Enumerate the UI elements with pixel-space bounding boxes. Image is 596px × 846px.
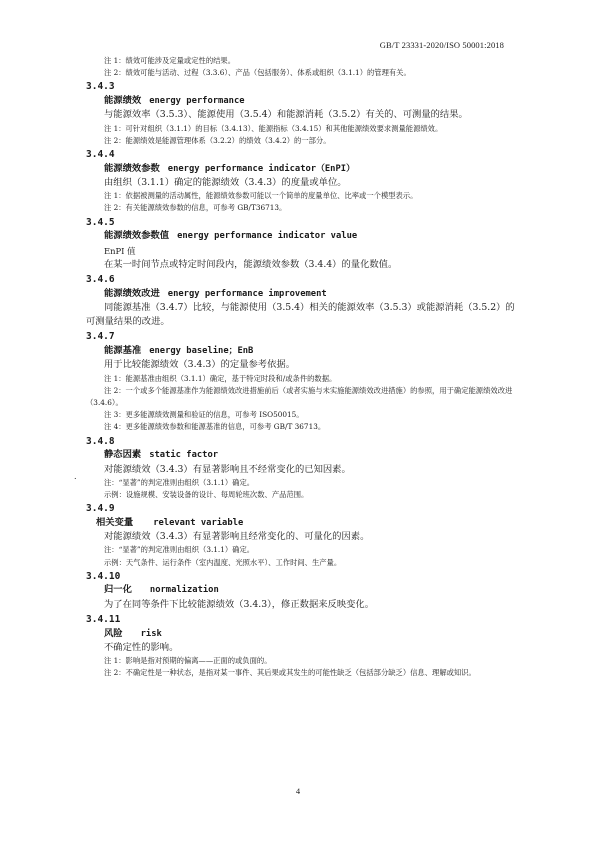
entry-number: 3.4.9 [86,503,115,515]
term-entry-3-4-8 [86,435,521,502]
term-heading [86,94,521,109]
definition: 为了在同等条件下比较能源绩效（3.4.3），修正数据来反映变化。 [104,598,375,610]
term-heading [86,287,521,302]
term-heading [86,583,521,598]
term-heading [86,516,521,531]
definition: 对能源绩效（3.4.3）有显著影响且不经常变化的已知因素。 [104,463,351,475]
term-heading [86,162,521,177]
term-heading [86,344,521,359]
term-zh: 能源基准 [104,344,142,356]
term-en: risk [140,628,162,639]
entry-number: 3.4.3 [86,81,115,93]
definition: 不确定性的影响。 [104,642,179,654]
term-zh: 能源绩效参数值 [104,230,170,242]
definition: 由组织（3.1.1）确定的能源绩效（3.4.3）的度量或单位。 [104,177,347,189]
term-entry-3-4-10 [86,570,521,612]
term-en: relevant variable [153,517,244,528]
term-zh: 相关变量 [96,516,134,528]
note: 注 1：依据被测量的活动属性，能源绩效参数可能以一个简单的度量单位、比率或一个模型表示。 [104,191,418,201]
term-heading [86,229,521,244]
page-number: 4 [295,786,301,796]
term-zh: 归一化 [104,584,132,596]
note: 注 1：可针对组织（3.1.1）的目标（3.4.13）、能源指标（3.4.15）和其他能源绩效要求测量能源绩效。 [104,123,443,133]
note: 注：“显著”的判定准则由组织（3.1.1）确定。 [104,477,255,487]
note: 注 2：绩效可能与活动、过程（3.3.6）、产品（包括服务）、体系或组织（3.1.1）的管理有关。 [104,68,411,78]
term-zh: 静态因素 [104,449,142,461]
term-entry-3-4-4 [86,148,521,215]
note: 注 2：有关能源绩效参数的信息，可参考 GB/T36713。 [104,203,287,213]
entry-number: 3.4.7 [86,331,115,343]
term-en: energy performance [149,95,245,106]
definition: 用于比较能源绩效（3.4.3）的定量参考依据。 [104,359,295,371]
entry-number: 3.4.11 [86,614,121,626]
term-zh: 能源绩效参数 [104,162,160,174]
term-heading [86,448,521,463]
definition: 在某一时间节点或特定时间段内，能源绩效参数（3.4.4）的量化数值。 [104,258,398,270]
note: 注 2：不确定性是一种状态，是指对某一事件、其后果或其发生的可能性缺乏（包括部分缺乏）信息、理解或知识。 [104,668,476,678]
term-entry-3-4-7 [86,330,521,433]
term-en: normalization [149,585,219,596]
term-heading [86,627,521,642]
term-en: energy baseline；EnB [149,345,254,356]
note: 注：“显著”的判定准则由组织（3.1.1）确定。 [104,545,255,555]
term-entry-3-4-3 [86,80,521,147]
term-entry-3-4-5 [86,216,521,272]
example: 示例：设施规模、安装设备的设计、每周轮班次数、产品范围。 [104,490,309,500]
term-entry-3-4-11 [86,613,521,680]
note: 注 2：一个或多个能源基准作为能源绩效改进措施前后（或者实施与未实施能源绩效改进措施）的参照，用于确定能源绩效改进（3.4.6）。 [86,385,513,408]
term-en: energy performance indicator value [177,231,358,242]
term-zh: 能源绩效 [104,94,142,106]
term-en: static factor [149,450,219,461]
term-zh: 能源绩效改进 [104,287,160,299]
term-entry-3-4-6 [86,273,521,329]
entry-number: 3.4.4 [86,149,115,161]
entry-number: 3.4.6 [86,274,115,286]
term-entry-3-4-9 [86,502,521,569]
term-en: energy performance improvement [167,288,327,299]
note: 注 1：绩效可能涉及定量或定性的结果。 [104,56,236,65]
term-zh: 风险 [104,627,123,639]
entry-number: 3.4.8 [86,435,115,447]
note: 注 4：更多能源绩效参数和能源基准的信息，可参考 GB/T 36713。 [104,422,326,432]
page-content [86,55,521,680]
term-en: energy performance indicator（EnPI） [167,163,355,174]
note: 注 3：更多能源绩效测量和验证的信息，可参考 ISO50015。 [104,410,304,420]
stray-mark: . [74,472,77,481]
standard-header: GB/T 23331-2020/ISO 50001:2018 [379,40,504,50]
abbreviation: EnPI 值 [104,245,136,256]
definition: 与能源效率（3.5.3）、能源使用（3.5.4）和能源消耗（3.5.2）有关的、可测量的结果。 [104,109,468,121]
entry-number: 3.4.10 [86,570,121,582]
note: 注 1：能源基准由组织（3.1.1）确定，基于特定时段和/或条件的数据。 [104,373,337,383]
example: 示例：天气条件、运行条件（室内温度、光照水平）、工作时间、生产量。 [104,557,342,567]
entry-number: 3.4.5 [86,216,115,228]
note: 注 1：影响是指对预期的偏离——正面的或负面的。 [104,656,272,666]
definition: 同能源基准（3.4.7）比较，与能源使用（3.5.4）相关的能源效率（3.5.3）或能源消耗（3.5.2）的可测量结果的改进。 [86,302,515,328]
note: 注 2：能源绩效是能源管理体系（3.2.2）的绩效（3.4.2）的一部分。 [104,135,331,145]
definition: 对能源绩效（3.4.3）有显著影响且经常变化的、可量化的因素。 [104,531,370,543]
